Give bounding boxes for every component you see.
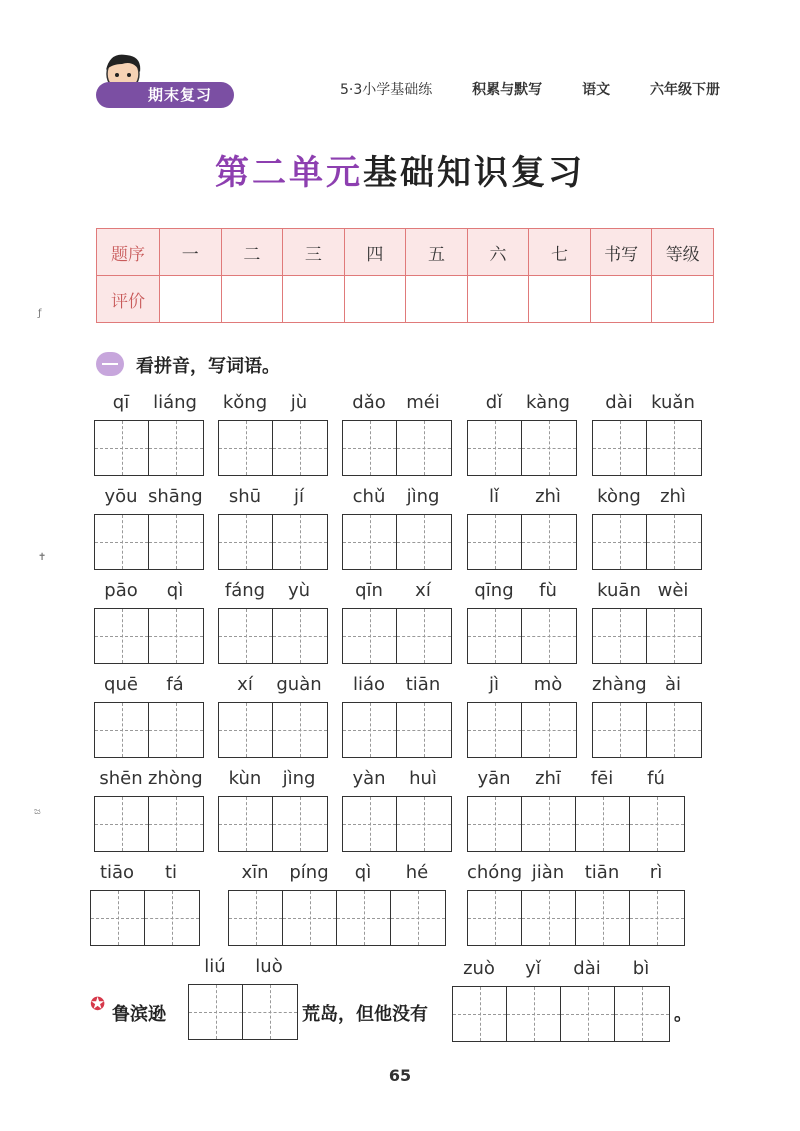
pinyin-syllable: mò <box>533 674 563 695</box>
pinyin-line <box>467 486 575 512</box>
header-info <box>340 78 720 100</box>
margin-mark: ಜ <box>34 806 41 817</box>
character-box[interactable] <box>593 703 647 757</box>
pinyin-syllable: píng <box>289 862 329 883</box>
character-box[interactable] <box>189 985 243 1039</box>
pinyin-syllable: qì <box>354 862 372 883</box>
character-box[interactable] <box>397 421 451 475</box>
character-box[interactable] <box>219 797 273 851</box>
writing-grid[interactable] <box>94 514 204 570</box>
pinyin-line <box>592 392 700 418</box>
character-box[interactable] <box>95 421 149 475</box>
character-box[interactable] <box>243 985 297 1039</box>
character-box[interactable] <box>576 891 630 945</box>
character-box[interactable] <box>397 609 451 663</box>
writing-grid[interactable] <box>467 890 685 946</box>
pinyin-line <box>592 486 700 512</box>
character-box[interactable] <box>343 515 397 569</box>
character-box[interactable] <box>468 797 522 851</box>
pinyin-syllable: zhì <box>535 486 561 507</box>
character-box[interactable] <box>219 609 273 663</box>
writing-grid[interactable] <box>592 608 702 664</box>
character-box[interactable] <box>149 609 203 663</box>
score-table-header-row <box>97 229 714 276</box>
pinyin-syllable: zuò <box>463 958 495 979</box>
pinyin-line <box>94 580 202 606</box>
pinyin-syllable: fú <box>647 768 665 789</box>
writing-grid[interactable] <box>342 796 452 852</box>
writing-grid[interactable] <box>467 420 577 476</box>
pinyin-syllable: kuān <box>597 580 641 601</box>
pinyin-syllable: guàn <box>276 674 322 695</box>
pinyin-syllable: luò <box>255 956 283 977</box>
pinyin-syllable: fá <box>166 674 184 695</box>
pinyin-line <box>228 862 444 888</box>
pinyin-line <box>467 768 683 794</box>
pinyin-syllable: zhī <box>535 768 561 789</box>
pinyin-line <box>90 862 198 888</box>
character-box[interactable] <box>273 421 327 475</box>
score-eval-cell[interactable] <box>221 276 283 323</box>
pinyin-line <box>342 580 450 606</box>
character-box[interactable] <box>522 797 576 851</box>
writing-grid[interactable] <box>94 608 204 664</box>
pinyin-syllable: fáng <box>224 580 266 601</box>
score-table-column: 五 <box>406 229 468 276</box>
pinyin-syllable: ti <box>164 862 178 883</box>
pinyin-line <box>342 486 450 512</box>
character-box[interactable] <box>647 609 701 663</box>
writing-grid[interactable] <box>90 890 200 946</box>
writing-grid[interactable] <box>342 514 452 570</box>
pinyin-line <box>218 392 326 418</box>
pinyin-syllable: liáo <box>352 674 386 695</box>
score-table <box>96 228 714 323</box>
score-eval-cell[interactable] <box>344 276 406 323</box>
pinyin-syllable: qì <box>166 580 184 601</box>
character-box[interactable] <box>219 421 273 475</box>
section-title: 看拼音，写词语。 <box>136 356 280 377</box>
character-box[interactable] <box>149 421 203 475</box>
pinyin-syllable: tiān <box>405 674 441 695</box>
pinyin-syllable: kòng <box>597 486 641 507</box>
character-box[interactable] <box>95 703 149 757</box>
series-name: 积累与默写 <box>472 82 543 98</box>
pinyin-line <box>467 580 575 606</box>
character-box[interactable] <box>647 421 701 475</box>
character-box[interactable] <box>647 515 701 569</box>
character-box[interactable] <box>397 797 451 851</box>
score-eval-cell[interactable] <box>529 276 591 323</box>
character-box[interactable] <box>273 609 327 663</box>
section-number-marker <box>96 352 124 376</box>
writing-grid[interactable] <box>452 986 670 1042</box>
character-box[interactable] <box>149 703 203 757</box>
pinyin-syllable: ài <box>664 674 682 695</box>
pinyin-syllable: chǔ <box>352 486 386 507</box>
score-table-eval-row <box>97 276 714 323</box>
character-box[interactable] <box>630 891 684 945</box>
pinyin-syllable: dài <box>573 958 601 979</box>
pinyin-line <box>94 768 202 794</box>
writing-grid[interactable] <box>218 702 328 758</box>
brand-name: 5·3小学基础练 <box>340 82 433 98</box>
writing-grid[interactable] <box>228 890 446 946</box>
section-number-dash <box>102 363 118 365</box>
score-eval-cell[interactable] <box>160 276 222 323</box>
character-box[interactable] <box>468 421 522 475</box>
character-box[interactable] <box>149 797 203 851</box>
pinyin-line <box>452 958 668 984</box>
character-box[interactable] <box>522 891 576 945</box>
character-box[interactable] <box>145 891 199 945</box>
pinyin-syllable: méi <box>406 392 440 413</box>
pinyin-line <box>467 392 575 418</box>
pinyin-syllable: zhàng <box>592 674 647 695</box>
writing-grid[interactable] <box>592 514 702 570</box>
pinyin-syllable: shēn <box>99 768 143 789</box>
pinyin-syllable: fēi <box>590 768 614 789</box>
character-box[interactable] <box>273 703 327 757</box>
character-box[interactable] <box>343 421 397 475</box>
writing-grid[interactable] <box>218 514 328 570</box>
character-box[interactable] <box>397 703 451 757</box>
character-box[interactable] <box>219 515 273 569</box>
pinyin-syllable: yōu <box>104 486 138 507</box>
score-table-row1-label: 题序 <box>97 229 160 276</box>
pinyin-syllable: tiāo <box>99 862 135 883</box>
character-box[interactable] <box>615 987 669 1041</box>
character-box[interactable] <box>522 609 576 663</box>
margin-mark: ✝ <box>38 552 47 563</box>
character-box[interactable] <box>522 515 576 569</box>
character-box[interactable] <box>273 797 327 851</box>
writing-grid[interactable] <box>94 702 204 758</box>
pinyin-syllable: jù <box>290 392 308 413</box>
character-box[interactable] <box>522 703 576 757</box>
final-review-badge: 期末复习 <box>96 82 234 108</box>
character-box[interactable] <box>149 515 203 569</box>
title-rest: 基础知识复习 <box>363 153 585 193</box>
score-table-column: 等级 <box>652 229 714 276</box>
pinyin-line <box>342 674 450 700</box>
character-box[interactable] <box>95 515 149 569</box>
pinyin-syllable: jiàn <box>531 862 565 883</box>
score-table-column: 七 <box>529 229 591 276</box>
writing-grid[interactable] <box>218 796 328 852</box>
pinyin-line <box>342 392 450 418</box>
pinyin-syllable: zhòng <box>148 768 203 789</box>
writing-grid[interactable] <box>467 796 685 852</box>
subject-name: 语文 <box>582 82 611 98</box>
pinyin-line <box>467 862 683 888</box>
pinyin-syllable: quē <box>104 674 138 695</box>
pinyin-syllable: pāo <box>104 580 138 601</box>
pinyin-syllable: zhì <box>660 486 686 507</box>
writing-grid[interactable] <box>467 702 577 758</box>
score-eval-cell[interactable] <box>652 276 714 323</box>
page-number: 65 <box>388 1066 412 1085</box>
star-icon: ✪ <box>90 994 106 1015</box>
character-box[interactable] <box>522 421 576 475</box>
character-box[interactable] <box>337 891 391 945</box>
writing-grid[interactable] <box>467 514 577 570</box>
pinyin-syllable: yù <box>287 580 311 601</box>
pinyin-line <box>94 392 202 418</box>
pinyin-line <box>218 768 326 794</box>
score-table-row2-label: 评价 <box>97 276 160 323</box>
character-box[interactable] <box>95 797 149 851</box>
page-title <box>0 145 800 194</box>
sentence-text: 荒岛，但他没有 <box>302 1004 428 1025</box>
pinyin-syllable: kàng <box>526 392 570 413</box>
pinyin-syllable: rì <box>649 862 663 883</box>
character-box[interactable] <box>561 987 615 1041</box>
pinyin-syllable: chóng <box>467 862 523 883</box>
pinyin-line <box>218 580 326 606</box>
pinyin-syllable: kùn <box>228 768 262 789</box>
pinyin-line <box>342 768 450 794</box>
pinyin-syllable: dǐ <box>485 392 503 413</box>
pinyin-syllable: fù <box>539 580 557 601</box>
pinyin-syllable: shāng <box>148 486 203 507</box>
score-eval-cell[interactable] <box>283 276 345 323</box>
pinyin-syllable: yān <box>477 768 511 789</box>
character-box[interactable] <box>630 797 684 851</box>
character-box[interactable] <box>468 609 522 663</box>
writing-grid[interactable] <box>592 420 702 476</box>
character-box[interactable] <box>468 891 522 945</box>
pinyin-syllable: xīn <box>241 862 269 883</box>
pinyin-syllable: kǒng <box>222 392 268 413</box>
character-box[interactable] <box>391 891 445 945</box>
pinyin-syllable: jìng <box>406 486 440 507</box>
score-eval-cell[interactable] <box>406 276 468 323</box>
character-box[interactable] <box>593 421 647 475</box>
character-box[interactable] <box>468 515 522 569</box>
writing-grid[interactable] <box>94 420 204 476</box>
title-unit: 第二单元 <box>215 153 363 193</box>
writing-grid[interactable] <box>342 608 452 664</box>
pinyin-syllable: shū <box>228 486 262 507</box>
pinyin-syllable: dǎo <box>352 392 386 413</box>
pinyin-line <box>467 674 575 700</box>
writing-grid[interactable] <box>592 702 702 758</box>
pinyin-syllable: yǐ <box>525 958 541 979</box>
score-eval-cell[interactable] <box>590 276 652 323</box>
pinyin-line <box>218 486 326 512</box>
score-table-column: 四 <box>344 229 406 276</box>
character-box[interactable] <box>343 703 397 757</box>
pinyin-syllable: yàn <box>352 768 386 789</box>
pinyin-syllable: dài <box>605 392 633 413</box>
pinyin-syllable: liú <box>204 956 226 977</box>
character-box[interactable] <box>647 703 701 757</box>
pinyin-syllable: xí <box>237 674 253 695</box>
pinyin-line <box>94 674 202 700</box>
character-box[interactable] <box>593 515 647 569</box>
pinyin-line <box>592 674 700 700</box>
sentence-text: 鲁滨逊 <box>112 1004 166 1025</box>
pinyin-syllable: jìng <box>282 768 316 789</box>
score-eval-cell[interactable] <box>467 276 529 323</box>
pinyin-syllable: wèi <box>657 580 689 601</box>
character-box[interactable] <box>343 797 397 851</box>
character-box[interactable] <box>219 703 273 757</box>
character-box[interactable] <box>453 987 507 1041</box>
pinyin-syllable: qī <box>112 392 130 413</box>
pinyin-syllable: xí <box>415 580 431 601</box>
writing-grid[interactable] <box>188 984 298 1040</box>
character-box[interactable] <box>468 703 522 757</box>
writing-grid[interactable] <box>342 702 452 758</box>
pinyin-syllable: bì <box>632 958 650 979</box>
pinyin-syllable: liáng <box>153 392 197 413</box>
grade-name: 六年级下册 <box>649 82 720 98</box>
character-box[interactable] <box>343 609 397 663</box>
score-table-column: 六 <box>467 229 529 276</box>
pinyin-syllable: jì <box>488 674 499 695</box>
page-header <box>0 0 800 120</box>
writing-grid[interactable] <box>218 420 328 476</box>
pinyin-syllable: jí <box>293 486 304 507</box>
pinyin-syllable: huì <box>409 768 437 789</box>
score-table-column: 一 <box>160 229 222 276</box>
character-box[interactable] <box>91 891 145 945</box>
score-table-column: 三 <box>283 229 345 276</box>
character-box[interactable] <box>576 797 630 851</box>
writing-grid[interactable] <box>218 608 328 664</box>
character-box[interactable] <box>507 987 561 1041</box>
pinyin-syllable: qīn <box>355 580 383 601</box>
character-box[interactable] <box>397 515 451 569</box>
pinyin-line <box>188 956 296 982</box>
pinyin-line <box>94 486 202 512</box>
pinyin-syllable: hé <box>405 862 429 883</box>
writing-grid[interactable] <box>342 420 452 476</box>
character-box[interactable] <box>593 609 647 663</box>
score-table-column: 二 <box>221 229 283 276</box>
pinyin-syllable: lǐ <box>488 486 499 507</box>
writing-grid[interactable] <box>467 608 577 664</box>
margin-mark: ƒ <box>38 308 42 319</box>
character-box[interactable] <box>95 609 149 663</box>
sentence-text: 。 <box>674 1004 692 1025</box>
pinyin-line <box>592 580 700 606</box>
score-table-column: 书写 <box>590 229 652 276</box>
pinyin-syllable: qīng <box>474 580 514 601</box>
character-box[interactable] <box>283 891 337 945</box>
pinyin-line <box>218 674 326 700</box>
writing-grid[interactable] <box>94 796 204 852</box>
character-box[interactable] <box>273 515 327 569</box>
pinyin-syllable: kuǎn <box>651 392 695 413</box>
pinyin-syllable: tiān <box>584 862 620 883</box>
character-box[interactable] <box>229 891 283 945</box>
